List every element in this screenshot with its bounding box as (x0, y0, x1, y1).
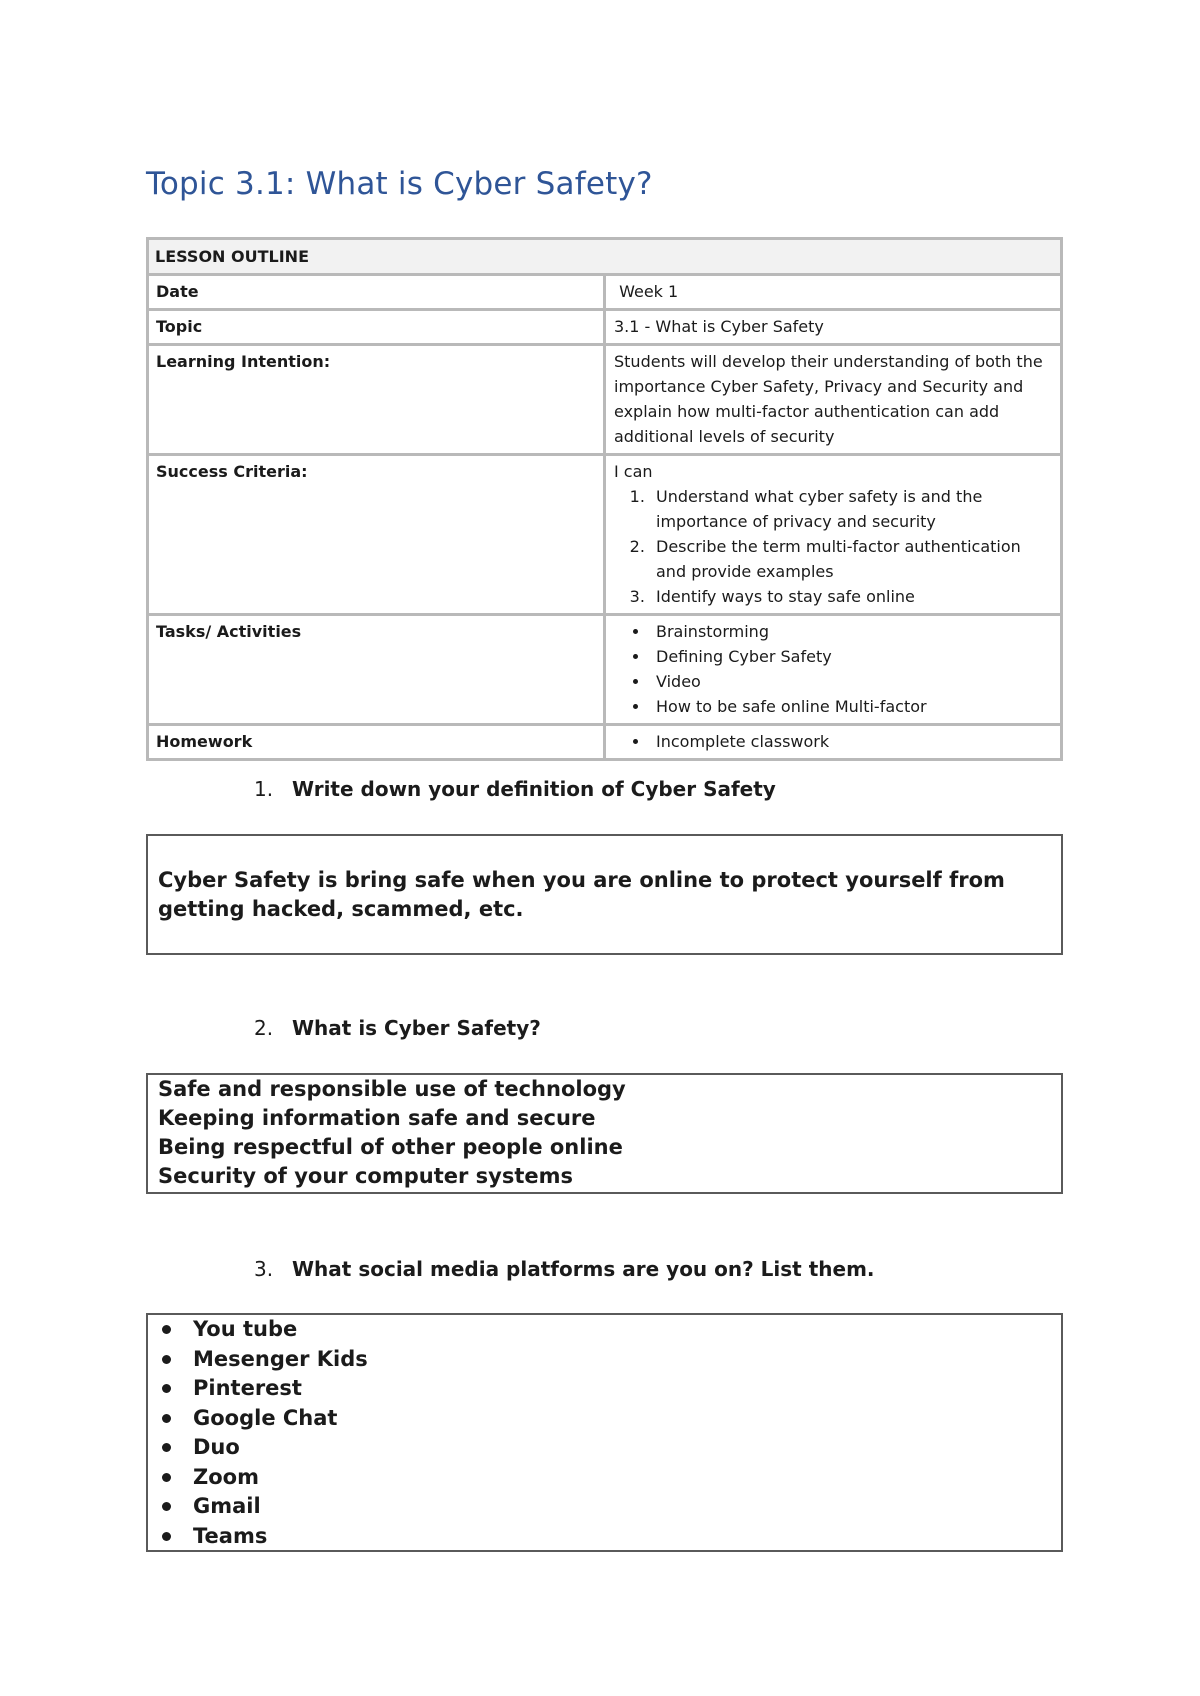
list-item: • How to be safe online Multi-factor (650, 694, 1054, 719)
list-item (158, 1522, 1051, 1552)
bullet-icon (162, 1443, 171, 1452)
table-row (148, 615, 1062, 725)
list-item-text: Mesenger Kids (193, 1346, 368, 1371)
list-item-text: Pinterest (193, 1376, 302, 1401)
list-item: 2. Describe the term multi-factor authentication and provide examples (650, 534, 1054, 584)
success-criteria-value (605, 455, 1062, 615)
tasks-label: Tasks/ Activities (148, 615, 605, 725)
answer-box-3 (146, 1313, 1063, 1552)
date-value (605, 275, 1062, 310)
bullet-icon (162, 1384, 171, 1393)
question-1-heading (254, 777, 776, 801)
question-text: What social media platforms are you on? List them. (292, 1257, 875, 1281)
list-item: • Video (650, 669, 1054, 694)
list-item (158, 1315, 1051, 1345)
list-item-text: You tube (193, 1317, 298, 1342)
page-title: Topic 3.1: What is Cyber Safety? (146, 166, 653, 202)
list-item (158, 1404, 1051, 1434)
list-item-text: Duo (193, 1435, 240, 1460)
learning-intention-label: Learning Intention: (148, 345, 605, 455)
topic-value: 3.1 - What is Cyber Safety (605, 310, 1062, 345)
list-item (158, 1463, 1051, 1493)
question-number: 2. (254, 1016, 274, 1040)
bullet-icon (162, 1502, 171, 1511)
table-row (148, 345, 1062, 455)
bullet-icon (162, 1325, 171, 1334)
answer-box-1: Cyber Safety is bring safe when you are online to protect yourself from getting hacked, scammed, etc. (146, 834, 1063, 955)
answer-line: Safe and responsible use of technology (158, 1077, 626, 1101)
success-criteria-intro: I can (614, 462, 653, 481)
list-item (158, 1492, 1051, 1522)
table-row (148, 275, 1062, 310)
table-row (148, 455, 1062, 615)
question-2-heading (254, 1016, 541, 1040)
bullet-icon (162, 1473, 171, 1482)
question-text: What is Cyber Safety? (292, 1016, 541, 1040)
table-header-row (148, 239, 1062, 275)
table-row (148, 310, 1062, 345)
answer-box-2 (146, 1073, 1063, 1194)
list-item: • Defining Cyber Safety (650, 644, 1054, 669)
list-item: • Brainstorming (650, 619, 1054, 644)
date-text: Week 1 (619, 282, 679, 301)
homework-list (614, 729, 1054, 754)
date-label: Date (148, 275, 605, 310)
list-item-text: Zoom (193, 1464, 259, 1489)
learning-intention-value: Students will develop their understanding of both the importance Cyber Safety, Privacy and Security and explain how multi-factor authentication can add additional levels of security (605, 345, 1062, 455)
list-item: 3. Identify ways to stay safe online (650, 584, 1054, 609)
homework-value (605, 725, 1062, 760)
question-text: Write down your definition of Cyber Safety (292, 777, 776, 801)
answer-line: Security of your computer systems (158, 1164, 574, 1188)
table-row (148, 725, 1062, 760)
lesson-outline-table (146, 237, 1063, 761)
success-criteria-list (614, 484, 1054, 609)
tasks-value (605, 615, 1062, 725)
list-item-text: Google Chat (193, 1405, 338, 1430)
list-item (158, 1345, 1051, 1375)
question-3-heading (254, 1257, 875, 1281)
list-item: 1. Understand what cyber safety is and the importance of privacy and security (650, 484, 1054, 534)
success-criteria-label: Success Criteria: (148, 455, 605, 615)
lesson-outline-header: LESSON OUTLINE (148, 239, 1062, 275)
bullet-icon (162, 1414, 171, 1423)
platform-list (158, 1315, 1051, 1551)
homework-label: Homework (148, 725, 605, 760)
answer-line: Keeping information safe and secure (158, 1106, 596, 1130)
topic-label: Topic (148, 310, 605, 345)
bullet-icon (162, 1355, 171, 1364)
list-item (158, 1374, 1051, 1404)
question-number: 1. (254, 777, 274, 801)
list-item-text: Teams (193, 1523, 268, 1548)
list-item (158, 1433, 1051, 1463)
answer-line: Being respectful of other people online (158, 1135, 623, 1159)
question-number: 3. (254, 1257, 274, 1281)
bullet-icon (162, 1532, 171, 1541)
list-item: • Incomplete classwork (650, 729, 1054, 754)
tasks-list (614, 619, 1054, 719)
list-item-text: Gmail (193, 1494, 261, 1519)
